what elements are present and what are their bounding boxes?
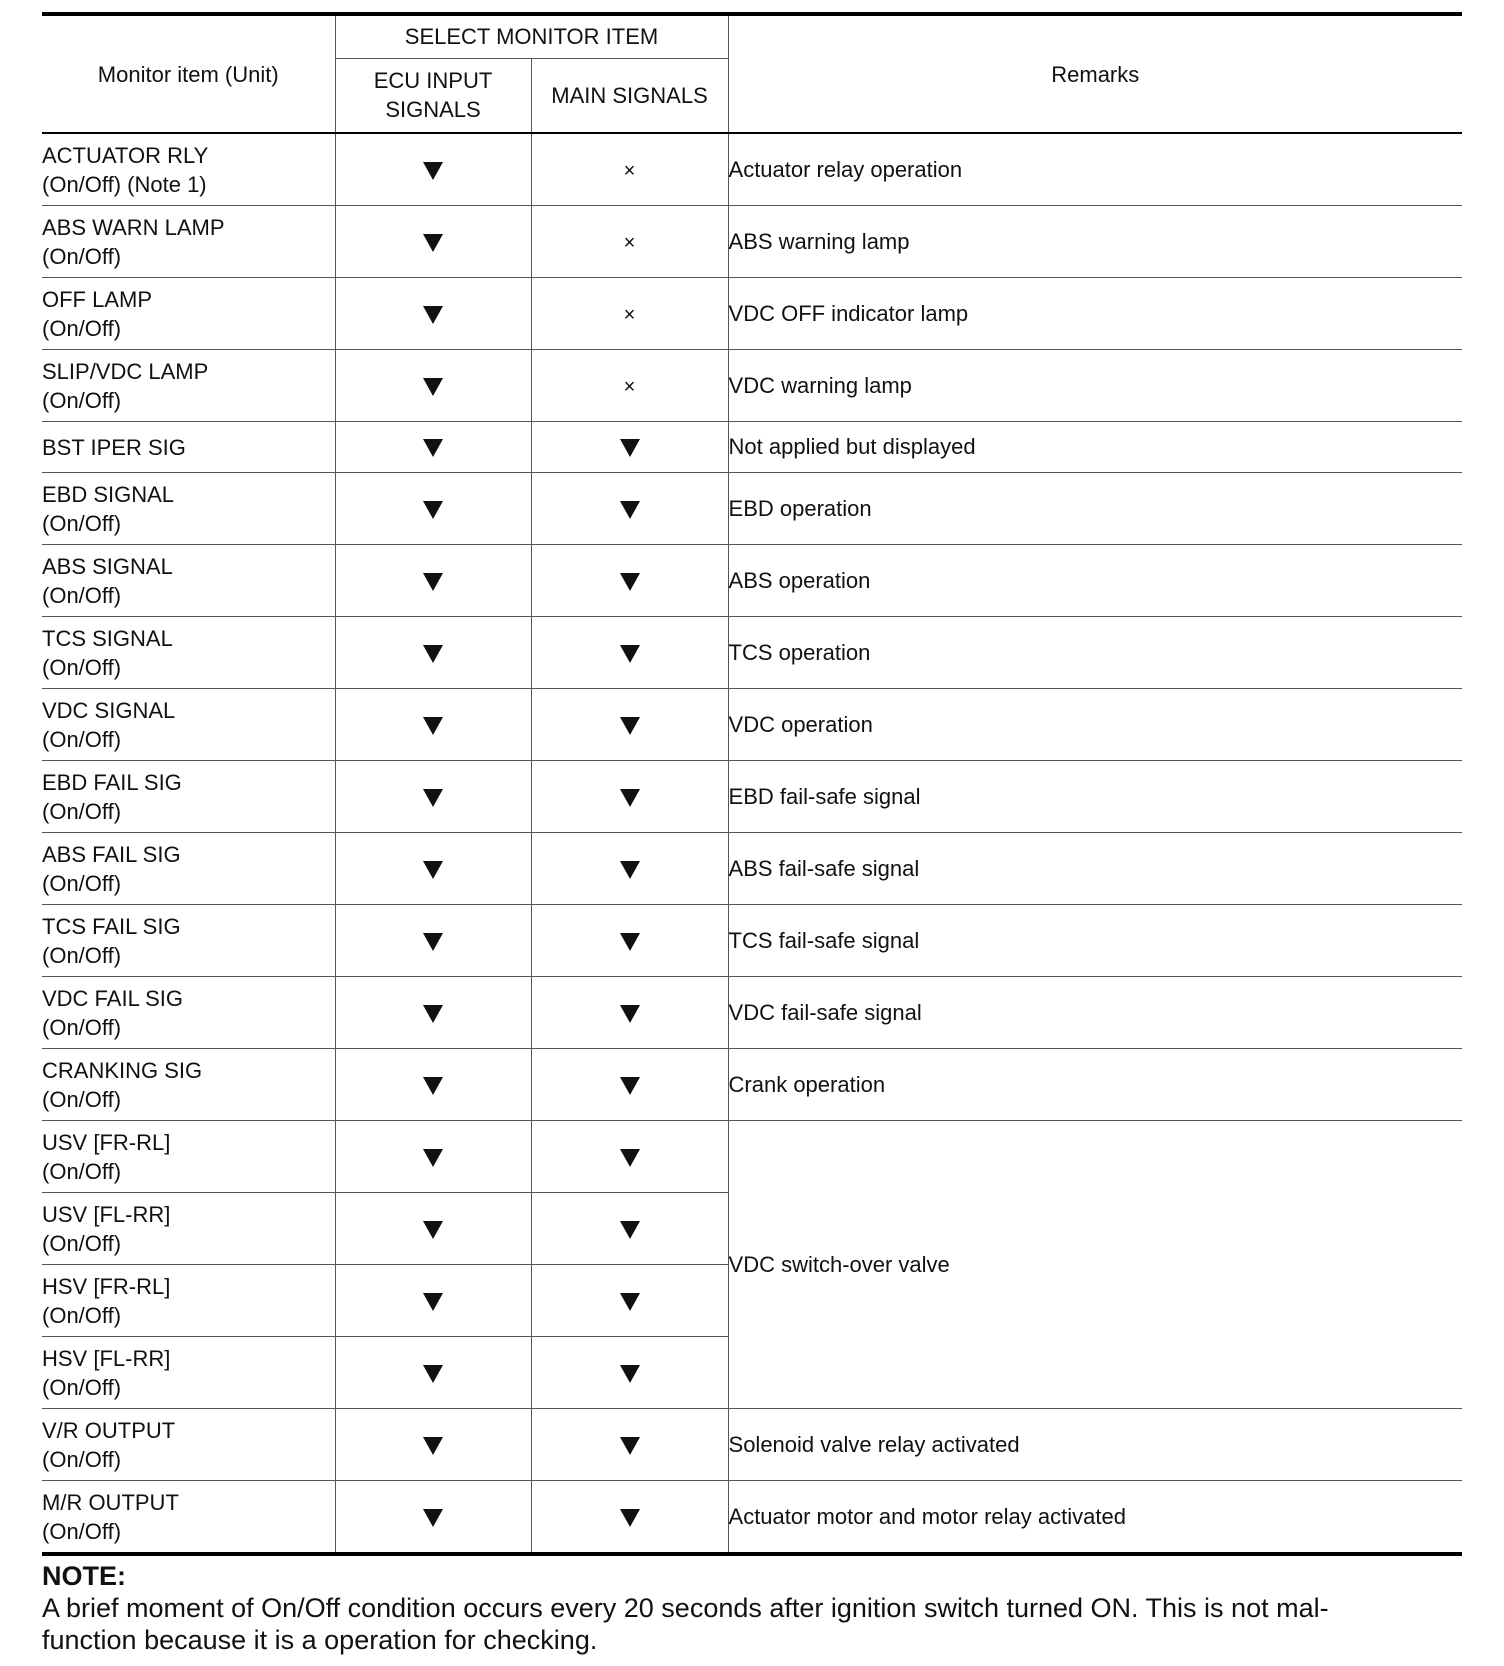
remarks-cell: VDC switch-over valve: [728, 1121, 1462, 1409]
table-row: [42, 473, 1462, 545]
monitor-item-name: ABS SIGNAL: [42, 553, 173, 579]
monitor-item-cell: [42, 350, 335, 422]
triangle-marker-icon: [423, 162, 443, 180]
monitor-item-cell: [42, 977, 335, 1049]
triangle-marker-icon: [423, 1437, 443, 1455]
monitor-item-cell: [42, 545, 335, 617]
main-signals-cell: [531, 761, 728, 833]
monitor-item-name: EBD FAIL SIG: [42, 769, 182, 795]
monitor-item-unit: (On/Off): [42, 870, 122, 896]
monitor-item-name: EBD SIGNAL: [42, 481, 175, 507]
remarks-cell: Actuator relay operation: [728, 133, 1462, 206]
monitor-item-unit: (On/Off): [42, 1446, 122, 1472]
table-row: [42, 1481, 1462, 1555]
main-signals-cell: [531, 1481, 728, 1555]
table-row: [42, 905, 1462, 977]
triangle-marker-icon: [423, 1509, 443, 1527]
triangle-marker-icon: [620, 933, 640, 951]
monitor-item-unit: (On/Off): [42, 726, 122, 752]
triangle-marker-icon: [620, 861, 640, 879]
triangle-marker-icon: [423, 501, 443, 519]
note-text: A brief moment of On/Off condition occurs every 20 seconds after ignition switch turned ON. This is not mal- function because it is a operation for checking.: [42, 1593, 1329, 1655]
monitor-item-name: TCS SIGNAL: [42, 625, 173, 651]
ecu-input-signals-cell: [335, 1121, 531, 1193]
monitor-item-cell: [42, 833, 335, 905]
table-row: [42, 617, 1462, 689]
monitor-item-cell: [42, 905, 335, 977]
triangle-marker-icon: [423, 1005, 443, 1023]
monitor-item-unit: (On/Off): [42, 654, 122, 680]
monitor-item-cell: [42, 761, 335, 833]
monitor-item-cell: [42, 278, 335, 350]
triangle-marker-icon: [620, 1221, 640, 1239]
ecu-input-signals-cell: [335, 278, 531, 350]
triangle-marker-icon: [423, 1221, 443, 1239]
ecu-input-signals-cell: [335, 1049, 531, 1121]
monitor-item-unit: (On/Off): [42, 1230, 122, 1256]
monitor-item-unit: (On/Off): [42, 510, 122, 536]
remarks-cell: Not applied but displayed: [728, 422, 1462, 473]
table-row: [42, 350, 1462, 422]
monitor-item-name: SLIP/VDC LAMP: [42, 358, 209, 384]
monitor-item-unit: (On/Off): [42, 1014, 122, 1040]
triangle-marker-icon: [620, 439, 640, 457]
main-signals-cell: [531, 833, 728, 905]
triangle-marker-icon: [620, 1077, 640, 1095]
monitor-item-unit: (On/Off): [42, 1086, 122, 1112]
ecu-input-signals-cell: [335, 761, 531, 833]
cross-icon: ×: [623, 303, 636, 326]
ecu-input-signals-cell: [335, 689, 531, 761]
triangle-marker-icon: [620, 1149, 640, 1167]
document-page: [42, 12, 1462, 1656]
remarks-cell: VDC fail-safe signal: [728, 977, 1462, 1049]
remarks-cell: TCS fail-safe signal: [728, 905, 1462, 977]
monitor-item-unit: (On/Off): [42, 582, 122, 608]
monitor-item-table: [42, 12, 1462, 1556]
remarks-cell: VDC OFF indicator lamp: [728, 278, 1462, 350]
ecu-input-signals-cell: [335, 133, 531, 206]
monitor-item-name: ABS FAIL SIG: [42, 841, 181, 867]
monitor-item-name: V/R OUTPUT: [42, 1417, 176, 1443]
table-row: [42, 133, 1462, 206]
table-row: [42, 1049, 1462, 1121]
monitor-item-cell: [42, 689, 335, 761]
ecu-input-signals-cell: [335, 422, 531, 473]
triangle-marker-icon: [620, 1293, 640, 1311]
monitor-item-cell: [42, 1265, 335, 1337]
monitor-item-unit: (On/Off): [42, 1518, 122, 1544]
remarks-cell: Crank operation: [728, 1049, 1462, 1121]
monitor-item-name: VDC SIGNAL: [42, 697, 176, 723]
monitor-item-name: ABS WARN LAMP: [42, 214, 225, 240]
triangle-marker-icon: [620, 573, 640, 591]
table-row: [42, 977, 1462, 1049]
triangle-marker-icon: [620, 1509, 640, 1527]
header-ecu-input-signals: ECU INPUT SIGNALS: [335, 58, 531, 133]
main-signals-cell: [531, 617, 728, 689]
remarks-cell: VDC operation: [728, 689, 1462, 761]
remarks-cell: ABS fail-safe signal: [728, 833, 1462, 905]
main-signals-cell: [531, 977, 728, 1049]
triangle-marker-icon: [423, 1293, 443, 1311]
triangle-marker-icon: [423, 439, 443, 457]
table-row: [42, 422, 1462, 473]
remarks-cell: Solenoid valve relay activated: [728, 1409, 1462, 1481]
monitor-item-cell: [42, 206, 335, 278]
table-row: [42, 761, 1462, 833]
monitor-item-unit: (On/Off): [42, 798, 122, 824]
table-row: [42, 689, 1462, 761]
triangle-marker-icon: [620, 501, 640, 519]
triangle-marker-icon: [423, 1077, 443, 1095]
remarks-cell: TCS operation: [728, 617, 1462, 689]
monitor-item-name: USV [FR-RL]: [42, 1129, 171, 1155]
ecu-input-signals-cell: [335, 905, 531, 977]
table-row: [42, 278, 1462, 350]
table-row: [42, 833, 1462, 905]
monitor-item-name: OFF LAMP: [42, 286, 153, 312]
monitor-item-unit: (On/Off): [42, 942, 122, 968]
monitor-item-name: VDC FAIL SIG: [42, 985, 184, 1011]
monitor-item-cell: [42, 1337, 335, 1409]
table-body: [42, 133, 1462, 1554]
remarks-cell: ABS operation: [728, 545, 1462, 617]
monitor-item-name: TCS FAIL SIG: [42, 913, 181, 939]
ecu-input-signals-cell: [335, 833, 531, 905]
triangle-marker-icon: [620, 645, 640, 663]
ecu-input-signals-cell: [335, 1337, 531, 1409]
monitor-item-name: BST IPER SIG: [42, 434, 186, 460]
cross-icon: ×: [623, 231, 636, 254]
triangle-marker-icon: [423, 861, 443, 879]
monitor-item-name: HSV [FR-RL]: [42, 1273, 171, 1299]
main-signals-cell: [531, 905, 728, 977]
monitor-item-unit: (On/Off): [42, 1302, 122, 1328]
header-select-monitor-item: SELECT MONITOR ITEM: [335, 14, 728, 58]
header-monitor-item: Monitor item (Unit): [42, 14, 335, 133]
cross-icon: ×: [623, 375, 636, 398]
monitor-item-name: M/R OUTPUT: [42, 1489, 179, 1515]
main-signals-cell: [531, 1409, 728, 1481]
ecu-input-signals-cell: [335, 1265, 531, 1337]
cross-icon: ×: [623, 159, 636, 182]
monitor-item-cell: [42, 133, 335, 206]
ecu-input-signals-cell: [335, 977, 531, 1049]
monitor-item-unit: (On/Off): [42, 315, 122, 341]
main-signals-cell: [531, 1121, 728, 1193]
monitor-item-name: HSV [FL-RR]: [42, 1345, 171, 1371]
triangle-marker-icon: [423, 306, 443, 324]
main-signals-cell: [531, 1337, 728, 1409]
main-signals-cell: [531, 473, 728, 545]
triangle-marker-icon: [423, 789, 443, 807]
main-signals-cell: [531, 1265, 728, 1337]
remarks-cell: VDC warning lamp: [728, 350, 1462, 422]
monitor-item-name: USV [FL-RR]: [42, 1201, 171, 1227]
header-remarks: Remarks: [728, 14, 1462, 133]
table-row: [42, 1121, 1462, 1193]
triangle-marker-icon: [620, 1365, 640, 1383]
triangle-marker-icon: [423, 1365, 443, 1383]
monitor-item-cell: [42, 1481, 335, 1555]
remarks-cell: EBD fail-safe signal: [728, 761, 1462, 833]
monitor-item-unit: (On/Off): [42, 387, 122, 413]
main-signals-cell: [531, 689, 728, 761]
monitor-item-cell: [42, 473, 335, 545]
main-signals-cell: [531, 206, 728, 278]
ecu-input-signals-cell: [335, 1193, 531, 1265]
main-signals-cell: [531, 1193, 728, 1265]
remarks-cell: Actuator motor and motor relay activated: [728, 1481, 1462, 1555]
main-signals-cell: [531, 133, 728, 206]
monitor-item-cell: [42, 422, 335, 473]
table-row: [42, 206, 1462, 278]
triangle-marker-icon: [620, 1005, 640, 1023]
ecu-input-signals-cell: [335, 350, 531, 422]
triangle-marker-icon: [423, 933, 443, 951]
ecu-input-signals-cell: [335, 1409, 531, 1481]
table-row: [42, 545, 1462, 617]
monitor-item-cell: [42, 1121, 335, 1193]
monitor-item-name: ACTUATOR RLY: [42, 142, 209, 168]
triangle-marker-icon: [423, 645, 443, 663]
remarks-cell: ABS warning lamp: [728, 206, 1462, 278]
header-main-signals: MAIN SIGNALS: [531, 58, 728, 133]
ecu-input-signals-cell: [335, 473, 531, 545]
triangle-marker-icon: [423, 1149, 443, 1167]
table-header: [42, 14, 1462, 133]
monitor-item-unit: (On/Off) (Note 1): [42, 171, 207, 197]
triangle-marker-icon: [620, 789, 640, 807]
monitor-item-cell: [42, 1049, 335, 1121]
table-row: [42, 1409, 1462, 1481]
ecu-input-signals-cell: [335, 617, 531, 689]
ecu-input-signals-cell: [335, 206, 531, 278]
triangle-marker-icon: [423, 234, 443, 252]
monitor-item-unit: (On/Off): [42, 243, 122, 269]
monitor-item-cell: [42, 1193, 335, 1265]
main-signals-cell: [531, 422, 728, 473]
ecu-input-signals-cell: [335, 1481, 531, 1555]
note-section: [42, 1560, 1462, 1656]
monitor-item-unit: (On/Off): [42, 1158, 122, 1184]
monitor-item-name: CRANKING SIG: [42, 1057, 203, 1083]
main-signals-cell: [531, 545, 728, 617]
triangle-marker-icon: [620, 717, 640, 735]
triangle-marker-icon: [423, 717, 443, 735]
remarks-cell: EBD operation: [728, 473, 1462, 545]
note-title: NOTE:: [42, 1561, 126, 1591]
main-signals-cell: [531, 278, 728, 350]
monitor-item-cell: [42, 1409, 335, 1481]
monitor-item-unit: (On/Off): [42, 1374, 122, 1400]
triangle-marker-icon: [620, 1437, 640, 1455]
triangle-marker-icon: [423, 378, 443, 396]
main-signals-cell: [531, 350, 728, 422]
monitor-item-cell: [42, 617, 335, 689]
main-signals-cell: [531, 1049, 728, 1121]
triangle-marker-icon: [423, 573, 443, 591]
ecu-input-signals-cell: [335, 545, 531, 617]
